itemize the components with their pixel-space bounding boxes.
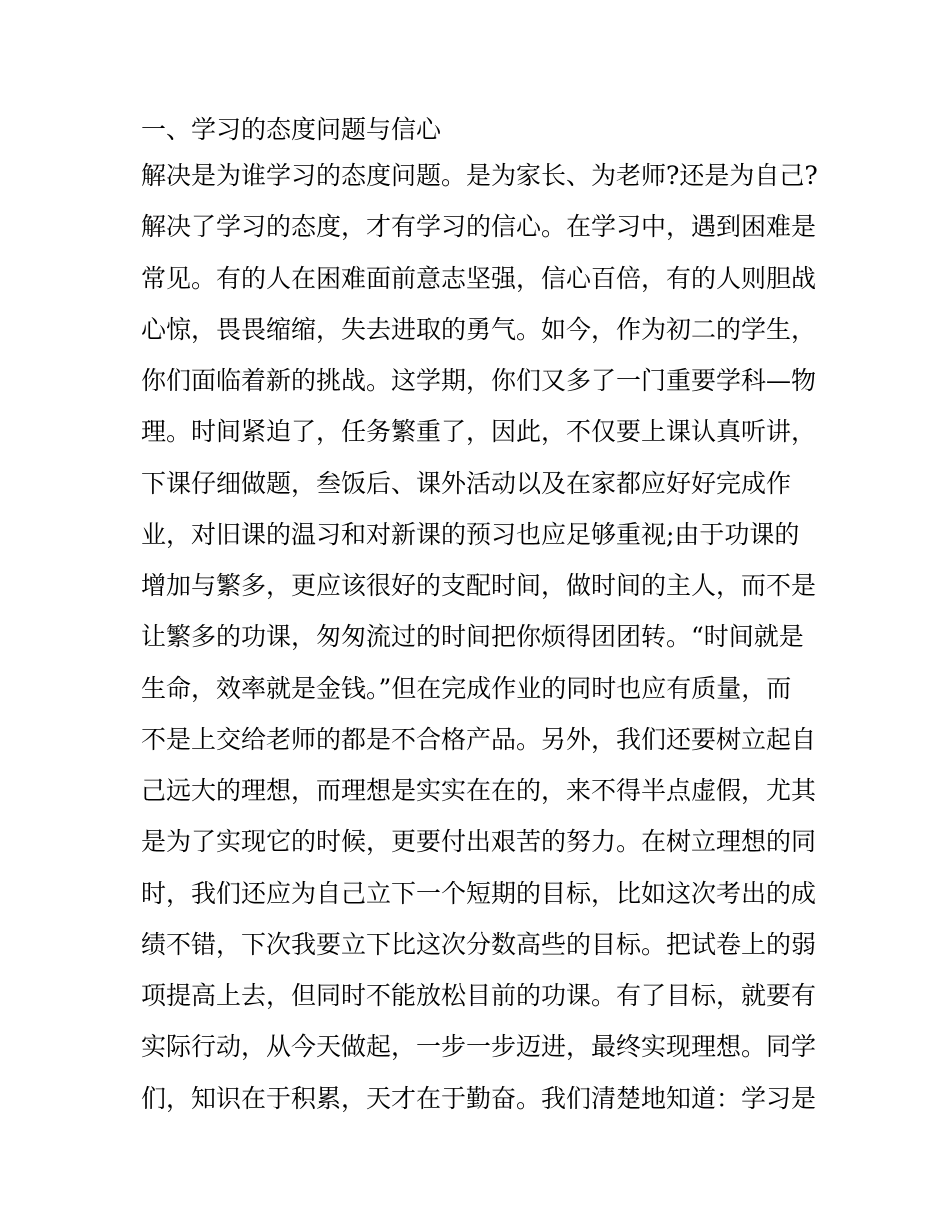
body-text (141, 156, 831, 1130)
body-line: 实际行动，从今天做起，一步一步迈进，最终实现理想。同学 (141, 1032, 817, 1062)
body-line: 绩不错，下次我要立下比这次分数高些的目标。把试卷上的弱 (141, 929, 817, 959)
body-line: 解决了学习的态度，才有学习的信心。在学习中，遇到困难是 (141, 212, 817, 242)
body-line: 们，知识在于积累，天才在于勤奋。我们清楚地知道：学习是 (141, 1083, 817, 1113)
body-line: 己远大的理想，而理想是实实在在的，来不得半点虚假，尤其 (141, 776, 817, 805)
body-line: 下课仔细做题，叁饭后、课外活动以及在家都应好好完成作 (141, 468, 792, 498)
section-heading: 一、学习的态度问题与信心 (141, 115, 442, 144)
body-line: 心惊，畏畏缩缩，失去进取的勇气。如今，作为初二的学生， (141, 314, 817, 344)
body-line: 你们面临着新的挑战。这学期，你们又多了一门重要学科—物 (141, 366, 817, 395)
body-line: 让繁多的功课，匆匆流过的时间把你烦得团团转。“时间就是 (141, 622, 804, 652)
body-line: 增加与繁多，更应该很好的支配时间，做时间的主人，而不是 (141, 571, 817, 600)
body-line: 生命，效率就是金钱。”但在完成作业的同时也应有质量，而 (141, 673, 792, 703)
body-line: 时，我们还应为自己立下一个短期的目标，比如这次考出的成 (141, 878, 817, 908)
body-line: 是为了实现它的时候，更要付出艰苦的努力。在树立理想的同 (141, 827, 817, 857)
body-line: 理。时间紧迫了，任务繁重了，因此，不仅要上课认真听讲， (141, 417, 817, 447)
body-line: 项提高上去，但同时不能放松目前的功课。有了目标，就要有 (141, 981, 817, 1010)
body-line: 不是上交给老师的都是不合格产品。另外，我们还要树立起自 (141, 724, 817, 754)
body-line: 解决是为谁学习的态度问题。是为家长、为老师?还是为自己? (141, 161, 818, 190)
body-line: 业，对旧课的温习和对新课的预习也应足够重视;由于功课的 (141, 519, 800, 549)
body-line: 常见。有的人在困难面前意志坚强，信心百倍，有的人则胆战 (141, 263, 817, 293)
